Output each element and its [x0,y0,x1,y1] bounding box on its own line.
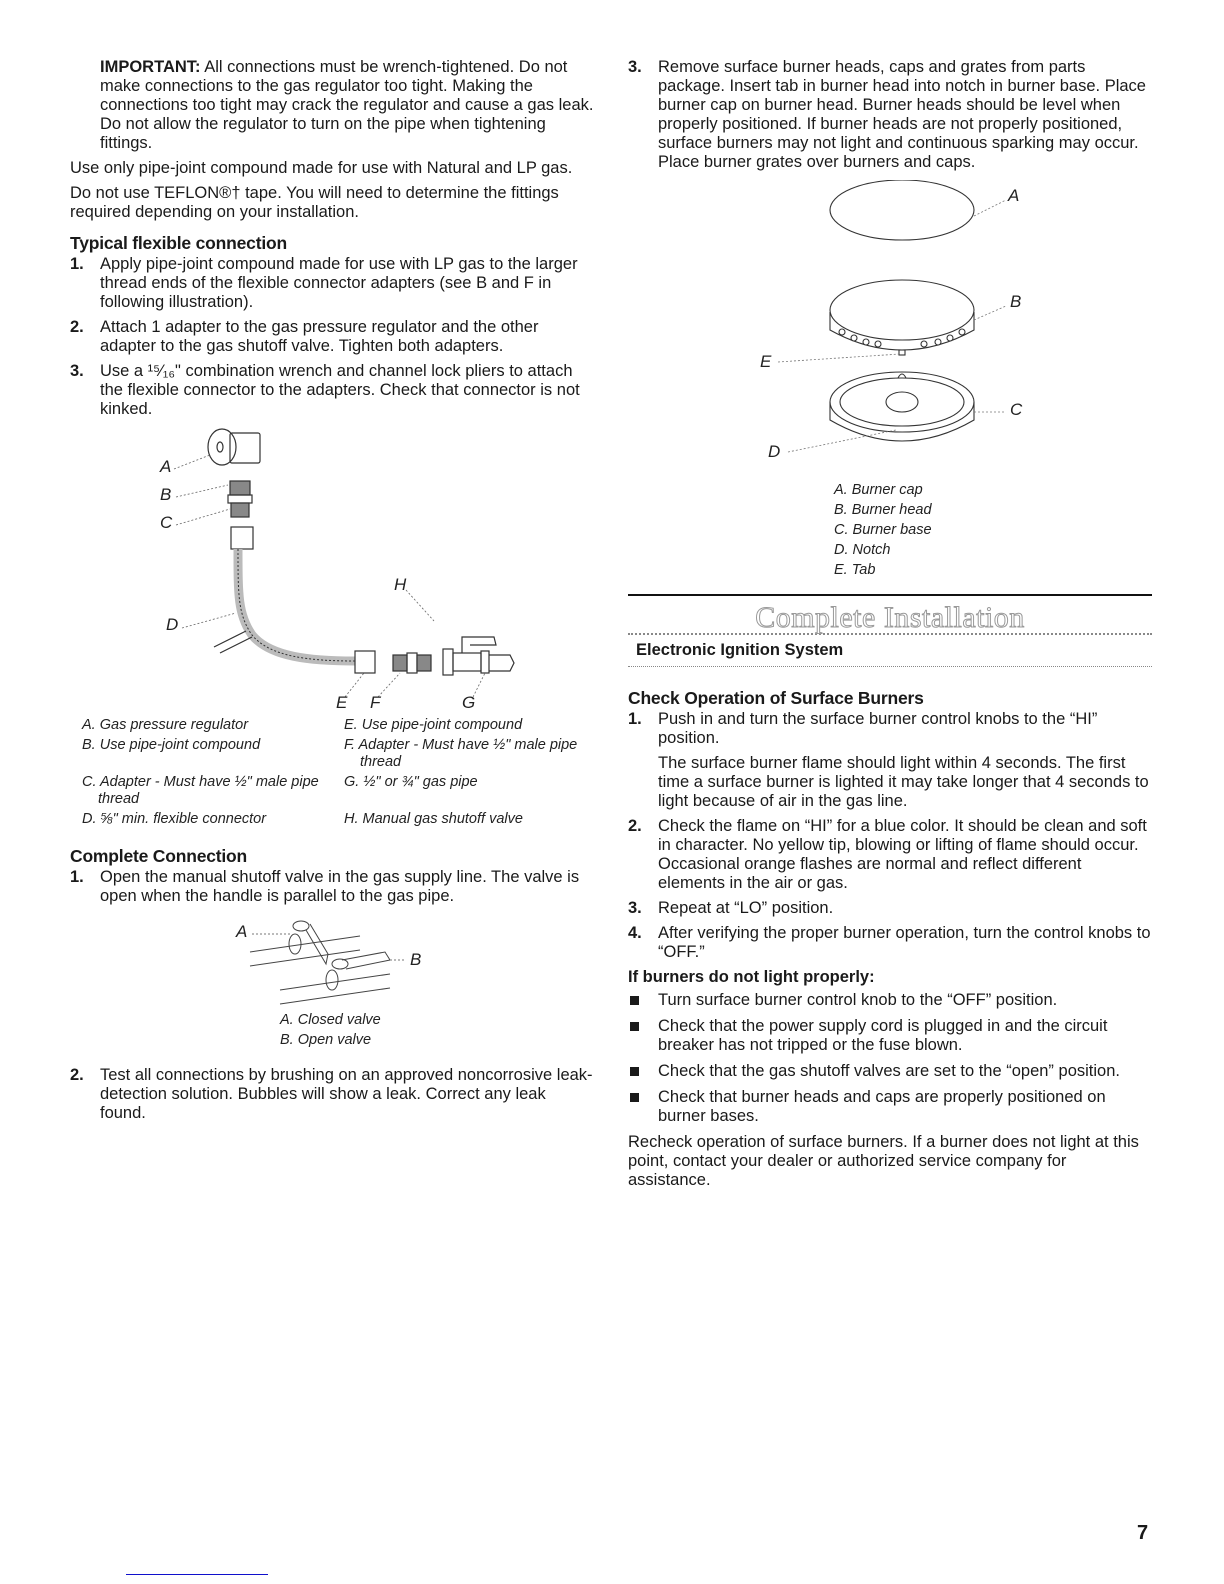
gas-connector-diagram-icon [70,425,594,717]
caption-item: A. Burner cap [834,482,923,498]
step-number: 2. [628,817,642,835]
legend-item: D. ⅝" min. flexible connector [82,811,267,827]
valve-positions-diagram-icon [70,914,594,1010]
typical-flexible-heading: Typical flexible connection [70,233,287,253]
step-text: Check the flame on “HI” for a blue color. It should be clean and soft in character. No yellow tip, blowing or lifting of flame should occur. Occasional orange flashes are normal and reflect different elements in the air or gas. [658,817,1147,892]
caption-item: A. Closed valve [280,1012,381,1028]
figure-label-a: A [160,457,172,476]
bullet-item [628,1088,1152,1126]
step-number: 3. [628,58,642,76]
legend-item: G. ½" or ¾" gas pipe [344,774,478,790]
figure-label-c: C [160,513,173,532]
caption-item: E. Tab [834,562,876,578]
bullet-item [628,991,1152,1010]
compound-paragraph: Use only pipe-joint compound made for use with Natural and LP gas. [70,159,573,177]
step-item [70,318,594,356]
caption-item: C. Burner base [834,522,932,538]
legend-item: C. Adapter - Must have ½" male pipe thread [82,774,319,807]
figure-label-g: G [462,693,476,712]
step-number: 4. [628,924,642,942]
step-text: Test all connections by brushing on an approved noncorrosive leak-detection solution. Bubbles will show a leak. Correct any leak found. [100,1066,593,1122]
bullet-text: Check that burner heads and caps are properly positioned on burner bases. [658,1088,1106,1125]
bullet-text: Turn surface burner control knob to the “OFF” position. [658,991,1058,1009]
bullet-item [628,1062,1152,1081]
step-text: Push in and turn the surface burner control knobs to the “HI” position. [658,710,1098,747]
footer-link-underline[interactable] [126,1574,268,1575]
step-number: 3. [70,362,84,380]
step-item [628,899,1152,918]
valve-illustration [70,914,594,1010]
step-item [628,924,1152,962]
figure-label-d: D [166,615,179,634]
legend-item: B. Use pipe-joint compound [82,737,261,753]
bullet-square-icon [630,996,639,1005]
step-note: The surface burner flame should light within 4 seconds. The first time a surface burner is lighted it may take longer that 4 seconds to light because of air in the gas line. [658,754,1149,810]
bullet-square-icon [630,1067,639,1076]
important-text: All connections must be wrench-tightened. Do not make connections to the gas regulator too tight. Making the connections too tight may crack the regulator and cause a gas leak. Do not allow the regulator to turn on the pipe when tightening fittings. [100,58,594,152]
burner-steps [628,58,1152,172]
figure-label-a: A [236,922,248,941]
figure-label-e: E [336,693,348,712]
burner-assembly-diagram-icon [628,180,1152,480]
check-operation-heading: Check Operation of Surface Burners [628,688,924,708]
step-number: 1. [70,255,84,273]
caption-item: B. Open valve [280,1032,372,1048]
step-text: Remove surface burner heads, caps and grates from parts package. Insert tab in burner head into notch in burner base. Place burner cap on burner head. Burner heads should be level when properly positioned. If burner heads are not properly positioned, surface burners may not light and continuous sparking may occur. Place burner grates over burners and caps. [658,58,1146,171]
check-operation-steps [628,710,1152,962]
figure-label-h: H [394,575,407,594]
caption-item: B. Burner head [834,502,932,518]
step-number: 3. [628,899,642,917]
figure-label-b: B [160,485,172,504]
figure-label-d: D [768,442,781,461]
step-text: Repeat at “LO” position. [658,899,834,917]
flexible-connector-illustration [70,425,594,717]
connector-legend [82,717,594,831]
page-number: 7 [1137,1522,1149,1544]
step-text: Use a ¹⁵⁄₁₆" combination wrench and channel lock pliers to attach the flexible connector to the adapters. Check that connector is not kinked. [100,362,580,418]
step-number: 1. [70,868,84,886]
step-text: Attach 1 adapter to the gas pressure regulator and the other adapter to the gas shutoff valve. Tighten both adapters. [100,318,539,355]
bullet-item [628,1017,1152,1055]
section-title: Complete Installation [755,601,1025,634]
important-note [70,58,594,153]
valve-captions [280,1010,594,1050]
legend-item: E. Use pipe-joint compound [344,717,523,733]
step-item [70,868,594,906]
figure-label-a: A [1008,186,1020,205]
bullet-square-icon [630,1022,639,1031]
step-item [70,362,594,419]
figure-label-f: F [370,693,381,712]
troubleshoot-list [628,991,1152,1126]
important-label: IMPORTANT: [100,58,201,76]
bullet-square-icon [630,1093,639,1102]
step-text: Open the manual shutoff valve in the gas supply line. The valve is open when the handle is parallel to the gas pipe. [100,868,580,905]
figure-label-b: B [1010,292,1022,311]
legend-item: H. Manual gas shutoff valve [344,811,523,827]
dotted-divider [628,666,1152,667]
step-item [70,1066,594,1123]
legend-item: A. Gas pressure regulator [82,717,249,733]
figure-label-b: B [410,950,422,969]
complete-connection-heading: Complete Connection [70,846,248,866]
step-number: 2. [70,1066,84,1084]
step-item [628,817,1152,893]
step-text: After verifying the proper burner operation, turn the control knobs to “OFF.” [658,924,1151,961]
burner-captions [834,480,1152,580]
step-text: Apply pipe-joint compound made for use with LP gas to the larger thread ends of the flexible connector adapters (see B and F in following illustration). [100,255,578,311]
teflon-paragraph: Do not use TEFLON®† tape. You will need to determine the fittings required depending on your installation. [70,184,559,221]
complete-connection-steps [70,868,594,906]
closing-paragraph: Recheck operation of surface burners. If a burner does not light at this point, contact your dealer or authorized service company for assistance. [628,1133,1139,1189]
typical-flexible-steps [70,255,594,419]
legend-item: F. Adapter - Must have ½" male pipe thread [344,737,578,770]
complete-connection-steps-2 [70,1066,594,1123]
bullet-text: Check that the power supply cord is plugged in and the circuit breaker has not tripped or the fuse blown. [658,1017,1108,1054]
figure-label-c: C [1010,400,1023,419]
caption-item: D. Notch [834,542,891,558]
subsection-title: Electronic Ignition System [636,641,844,659]
step-number: 2. [70,318,84,336]
step-number: 1. [628,710,642,728]
troubleshoot-heading: If burners do not light properly: [628,968,875,986]
figure-label-e: E [760,352,772,371]
step-item [70,255,594,312]
step-item [628,710,1152,811]
bullet-text: Check that the gas shutoff valves are set to the “open” position. [658,1062,1120,1080]
left-column [70,58,594,1129]
step-item [628,58,1152,172]
burner-illustration [628,180,1152,480]
right-column [628,58,1152,1196]
